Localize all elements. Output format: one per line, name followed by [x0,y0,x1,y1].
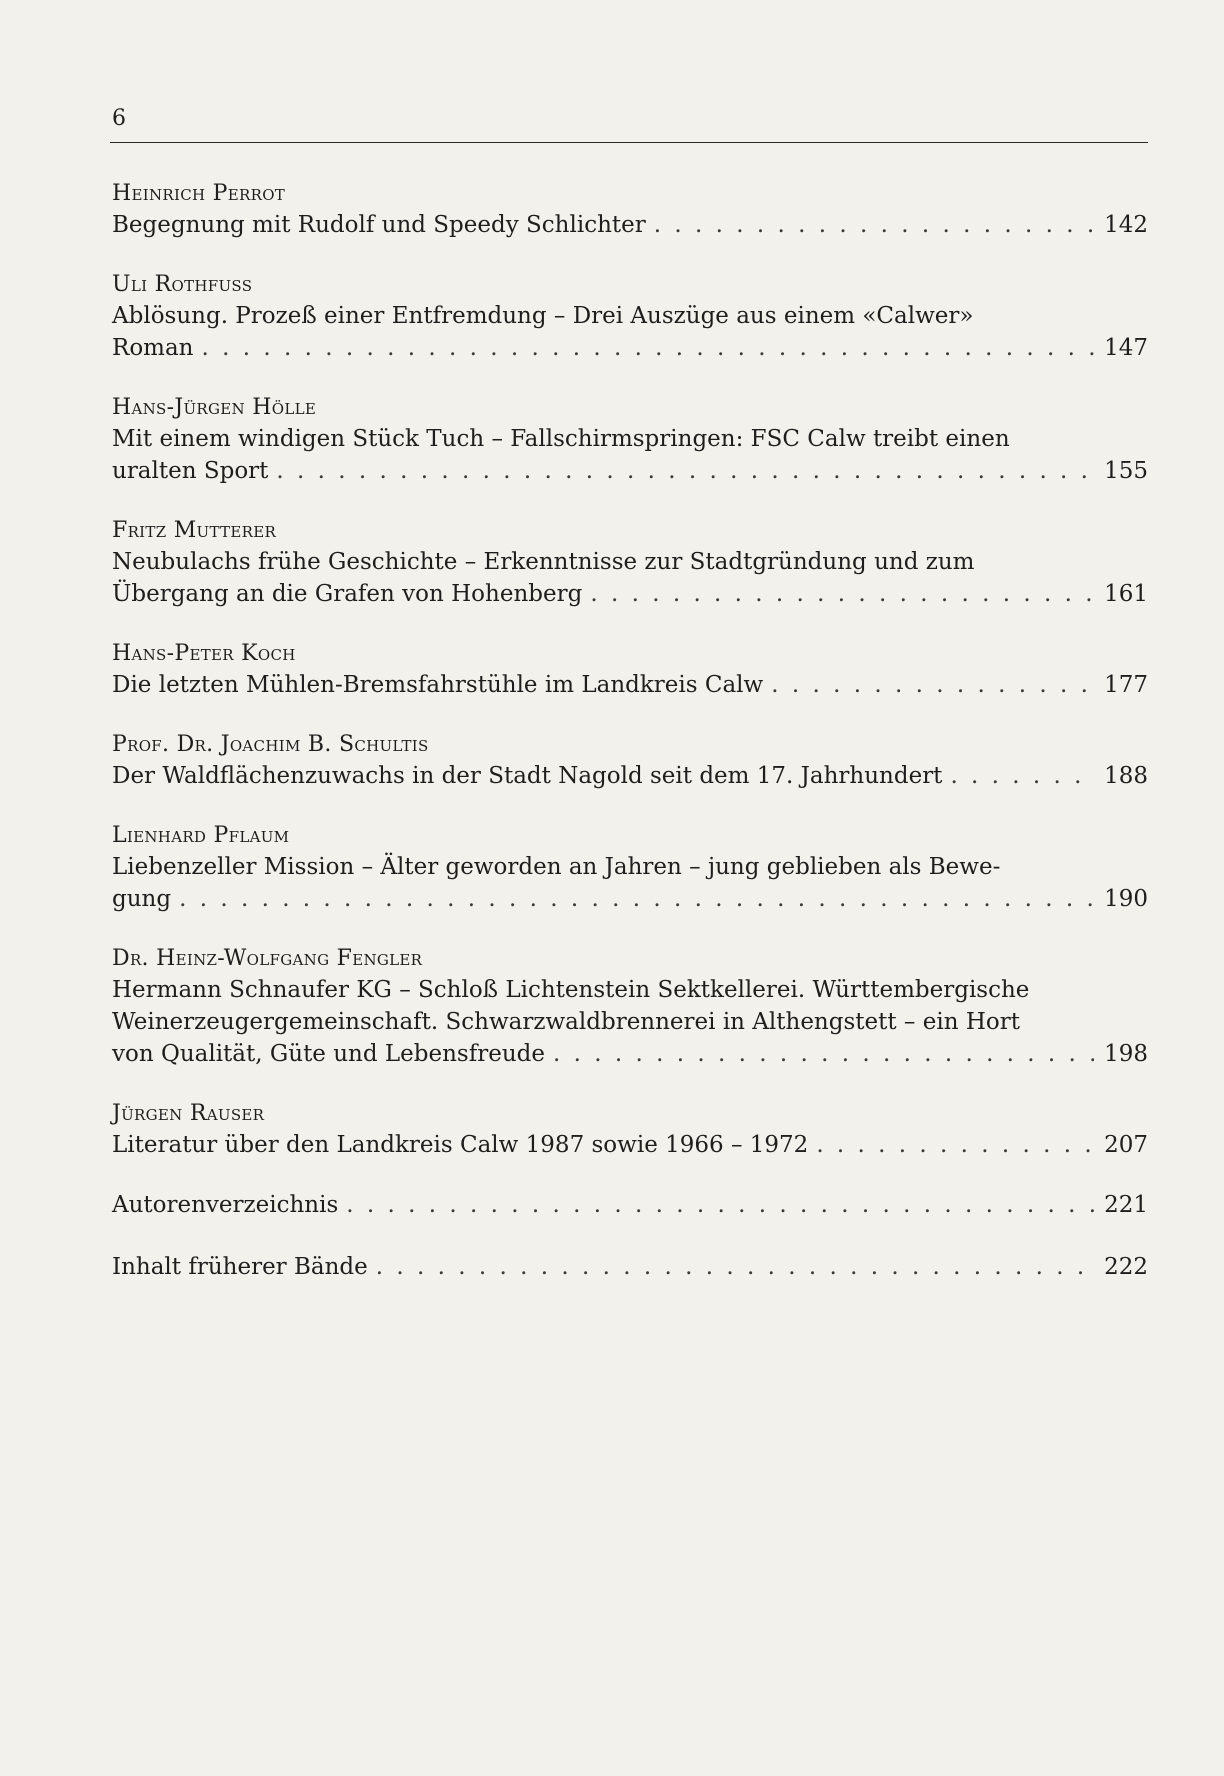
entry-author: Uli Rothfuss [112,272,253,297]
entry-title-end: Roman [112,335,194,361]
entry-author: Heinrich Perrot [112,181,286,206]
entry-title-line [112,1038,1148,1070]
entry-title-line [112,455,1148,487]
entry-page-number: 207 [1104,1132,1148,1158]
entry-title-end: uralten Sport [112,458,269,484]
toc-entry [112,729,1148,792]
entry-title-line [112,1251,1148,1283]
entry-title: Hermann Schnaufer KG – Schloß Lichtenstein Sektkellerei. Württembergische [112,977,1030,1003]
entry-title-end: von Qualität, Güte und Lebensfreude [112,1041,545,1067]
entry-title-line [112,1189,1148,1221]
dot-leader [276,455,1094,487]
entry-title: Neubulachs frühe Geschichte – Erkenntnisse zur Stadtgründung und zum [112,549,975,575]
entry-page-number: 155 [1104,458,1148,484]
toc-entry-authors-index [112,1189,1148,1221]
dot-leader [590,578,1094,610]
entry-title-continued: Weinerzeugergemeinschaft. Schwarzwaldbrennerei in Althengstett – ein Hort [112,1009,1020,1035]
dot-leader [950,760,1094,792]
dot-leader [816,1129,1094,1161]
entry-title-end: Übergang an die Grafen von Hohenberg [112,581,583,607]
entry-title: Mit einem windigen Stück Tuch – Fallschirmspringen: FSC Calw treibt einen [112,426,1010,452]
entry-author: Hans-Jürgen Hölle [112,395,317,420]
entry-title-line [112,578,1148,610]
entry-page-number: 222 [1104,1254,1148,1280]
toc-entry [112,943,1148,1070]
entry-page-number: 161 [1104,581,1148,607]
dot-leader [654,209,1094,241]
entry-title: Inhalt früherer Bände [112,1254,368,1280]
toc-entry [112,1098,1148,1161]
entry-title: Die letzten Mühlen-Bremsfahrstühle im Landkreis Calw [112,672,764,698]
dot-leader [376,1251,1094,1283]
toc-entry [112,269,1148,364]
page-number: 6 [112,106,126,131]
toc-entry [112,178,1148,241]
toc-entry [112,515,1148,610]
entry-title: Autorenverzeichnis [112,1192,339,1218]
entry-page-number: 190 [1104,886,1148,912]
entry-title-line [112,332,1148,364]
dot-leader [179,883,1094,915]
entry-title: Der Waldflächenzuwachs in der Stadt Nagold seit dem 17. Jahrhundert [112,763,943,789]
entry-title-line [112,1129,1148,1161]
entry-title: Liebenzeller Mission – Älter geworden an Jahren – jung geblieben als Bewe- [112,854,1001,880]
entry-author: Fritz Mutterer [112,518,277,543]
entry-author: Lienhard Pflaum [112,823,290,848]
entry-page-number: 142 [1104,212,1148,238]
toc-entry [112,392,1148,487]
dot-leader [553,1038,1094,1070]
entry-title-end: gung [112,886,172,912]
entry-page-number: 177 [1104,672,1148,698]
entry-title-line [112,209,1148,241]
entry-title-line [112,883,1148,915]
dot-leader [202,332,1095,364]
header-rule [110,142,1148,143]
entry-author: Hans-Peter Koch [112,641,296,666]
entry-page-number: 221 [1104,1192,1148,1218]
dot-leader [346,1189,1094,1221]
entry-title: Literatur über den Landkreis Calw 1987 sowie 1966 – 1972 [112,1132,809,1158]
toc-entry [112,820,1148,915]
table-of-contents [112,178,1148,1311]
entry-author: Prof. Dr. Joachim B. Schultis [112,732,429,757]
entry-author: Jürgen Rauser [112,1101,265,1126]
entry-page-number: 147 [1104,335,1148,361]
entry-page-number: 198 [1104,1041,1148,1067]
dot-leader [771,669,1094,701]
entry-title-line [112,760,1148,792]
entry-title: Ablösung. Prozeß einer Entfremdung – Drei Auszüge aus einem «Calwer» [112,303,974,329]
toc-entry-earlier-volumes [112,1251,1148,1283]
toc-entry [112,638,1148,701]
entry-page-number: 188 [1104,763,1148,789]
entry-title-line [112,669,1148,701]
entry-title: Begegnung mit Rudolf und Speedy Schlichter [112,212,646,238]
entry-author: Dr. Heinz-Wolfgang Fengler [112,946,423,971]
